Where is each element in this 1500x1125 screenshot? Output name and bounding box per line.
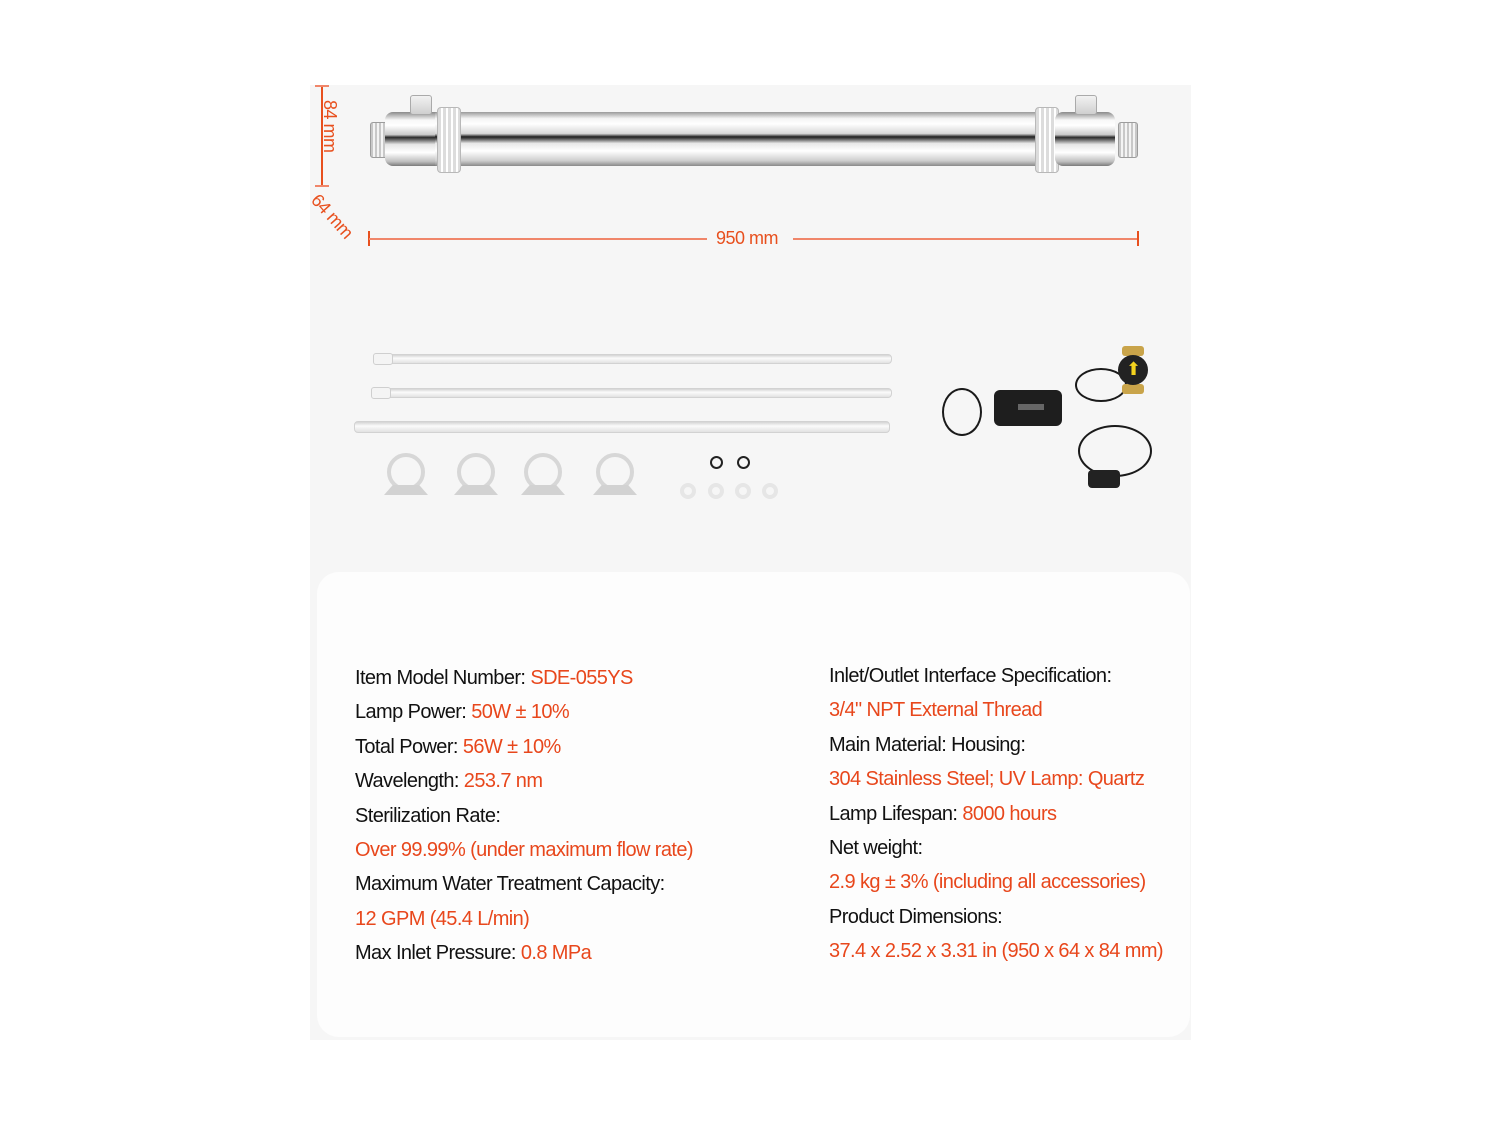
length-tick-right bbox=[1137, 231, 1139, 246]
spec-interface-value: 3/4" NPT External Thread bbox=[829, 699, 1043, 722]
height-tick-bottom bbox=[315, 185, 329, 187]
specs-left-column bbox=[355, 661, 693, 971]
width-label: 64 mm bbox=[307, 190, 358, 243]
power-cable-coil bbox=[942, 388, 982, 436]
washer-icon bbox=[680, 483, 696, 499]
spec-wavelength: Wavelength: 253.7 nm bbox=[355, 770, 543, 793]
stainless-tube bbox=[435, 112, 1055, 166]
spec-capacity-value: 12 GPM (45.4 L/min) bbox=[355, 907, 530, 930]
spec-sterilization-rate-value: Over 99.99% (under maximum flow rate) bbox=[355, 839, 693, 862]
spec-material-value: 304 Stainless Steel; UV Lamp: Quartz bbox=[829, 768, 1145, 791]
outlet-thread bbox=[1118, 122, 1138, 158]
left-clamp bbox=[437, 107, 461, 173]
flow-switch-outlet bbox=[1122, 384, 1144, 394]
spec-lamp-lifespan: Lamp Lifespan: 8000 hours bbox=[829, 802, 1057, 825]
spec-dimensions-label: Product Dimensions: bbox=[829, 905, 1003, 928]
uv-lamp bbox=[374, 354, 892, 364]
washer-icon bbox=[708, 483, 724, 499]
quartz-sleeve bbox=[354, 421, 890, 433]
right-endcap bbox=[1055, 112, 1115, 166]
lamp-cap-icon bbox=[371, 387, 391, 399]
length-label: 950 mm bbox=[716, 228, 779, 248]
height-label: 84 mm bbox=[320, 100, 340, 153]
o-ring-icon bbox=[710, 456, 723, 469]
washer-icon bbox=[735, 483, 751, 499]
spec-model-number: Item Model Number: SDE-055YS bbox=[355, 667, 633, 689]
spec-max-inlet-pressure: Max Inlet Pressure: 0.8 MPa bbox=[355, 942, 592, 965]
spec-sterilization-rate-label: Sterilization Rate: bbox=[355, 804, 501, 827]
spec-material-label: Main Material: Housing: bbox=[829, 733, 1026, 756]
o-ring-icon bbox=[737, 456, 750, 469]
washer-icon bbox=[762, 483, 778, 499]
lamp-connector-icon bbox=[1088, 470, 1120, 488]
spec-net-weight-value: 2.9 kg ± 3% (including all accessories) bbox=[829, 871, 1146, 894]
left-port bbox=[410, 95, 432, 115]
right-port bbox=[1075, 95, 1097, 115]
uv-lamp bbox=[372, 388, 892, 398]
spec-dimensions-value: 37.4 x 2.52 x 3.31 in (950 x 64 x 84 mm) bbox=[829, 940, 1163, 963]
spec-total-power: Total Power: 56W ± 10% bbox=[355, 735, 561, 758]
length-line-right bbox=[793, 238, 1137, 240]
spec-capacity-label: Maximum Water Treatment Capacity: bbox=[355, 873, 665, 896]
arrow-up-icon: ⬆ bbox=[1126, 359, 1142, 379]
spec-interface-label: Inlet/Outlet Interface Specification: bbox=[829, 665, 1112, 687]
spec-lamp-power: Lamp Power: 50W ± 10% bbox=[355, 701, 570, 724]
length-line-left bbox=[369, 238, 707, 240]
height-tick-top bbox=[315, 85, 329, 87]
spec-net-weight-label: Net weight: bbox=[829, 837, 923, 860]
lamp-cap-icon bbox=[373, 353, 393, 365]
ballast-label bbox=[1018, 404, 1044, 410]
specs-right-column bbox=[829, 659, 1163, 969]
